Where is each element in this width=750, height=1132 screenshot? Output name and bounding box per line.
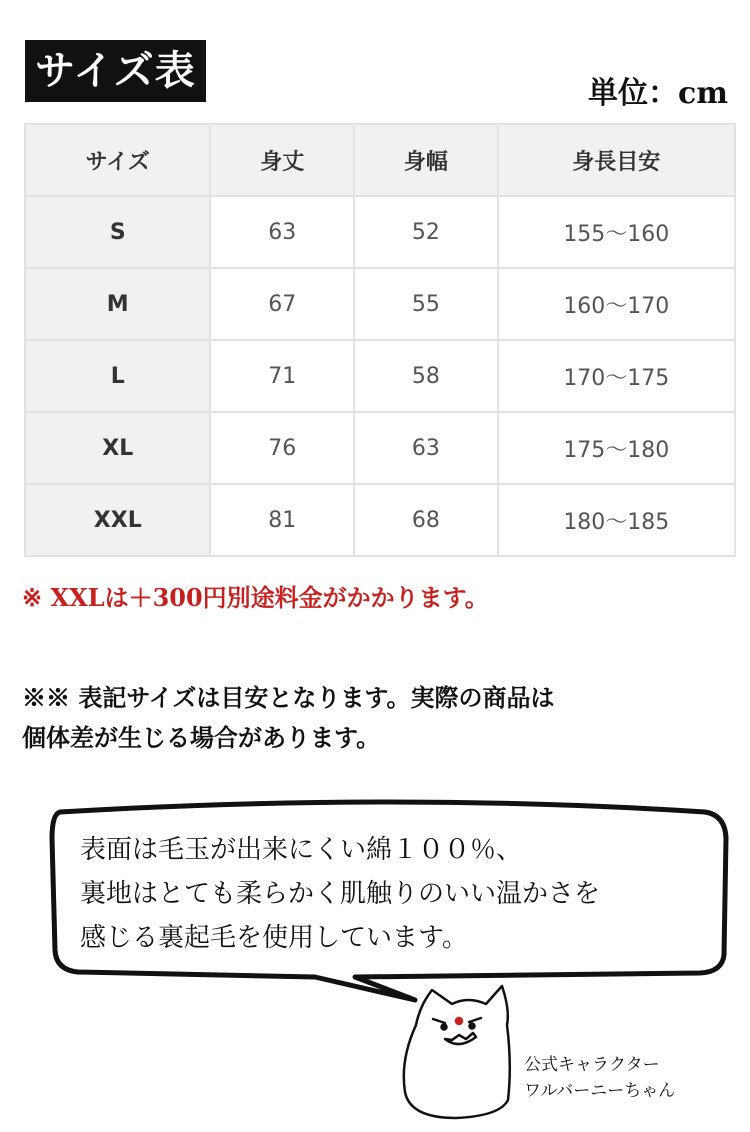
length-cell: 71 (210, 340, 354, 412)
character-illustration (404, 986, 510, 1118)
size-cell: M (25, 268, 210, 340)
bubble-line-3: 感じる裏起毛を使用しています。 (80, 923, 468, 953)
header-size: サイズ (25, 124, 210, 196)
width-cell: 55 (354, 268, 498, 340)
size-cell: L (25, 340, 210, 412)
surcharge-note: ※ XXLは＋300円別途料金がかかります。 (22, 583, 489, 612)
character-caption (524, 1052, 675, 1104)
character-caption-line-1: 公式キャラクター (524, 1055, 660, 1075)
size-cell: S (25, 196, 210, 268)
size-cell: XXL (25, 484, 210, 556)
disclaimer-line-1: ※※ 表記サイズは目安となります。実際の商品は (22, 683, 555, 712)
width-cell: 58 (354, 340, 498, 412)
size-cell: XL (25, 412, 210, 484)
length-cell: 63 (210, 196, 354, 268)
height-cell: 170〜175 (498, 340, 735, 412)
unit-label: 単位：cm (587, 76, 728, 111)
length-cell: 67 (210, 268, 354, 340)
disclaimer-line-2: 個体差が生じる場合があります。 (22, 723, 381, 752)
height-cell: 175〜180 (498, 412, 735, 484)
length-cell: 76 (210, 412, 354, 484)
width-cell: 63 (354, 412, 498, 484)
width-cell: 68 (354, 484, 498, 556)
width-cell: 52 (354, 196, 498, 268)
header-width: 身幅 (354, 124, 498, 196)
bubble-line-2: 裏地はとても柔らかく肌触りのいい温かさを (80, 879, 601, 909)
height-cell: 155〜160 (498, 196, 735, 268)
bubble-line-1: 表面は毛玉が出来にくい綿１００％、 (80, 835, 523, 865)
character-caption-line-2: ワルバーニーちゃん (524, 1081, 676, 1101)
height-cell: 160〜170 (498, 268, 735, 340)
length-cell: 81 (210, 484, 354, 556)
height-cell: 180〜185 (498, 484, 735, 556)
page-title: サイズ表 (25, 40, 206, 102)
header-height-guide: 身長目安 (498, 124, 735, 196)
bubble-text (80, 828, 600, 960)
header-length: 身丈 (210, 124, 354, 196)
